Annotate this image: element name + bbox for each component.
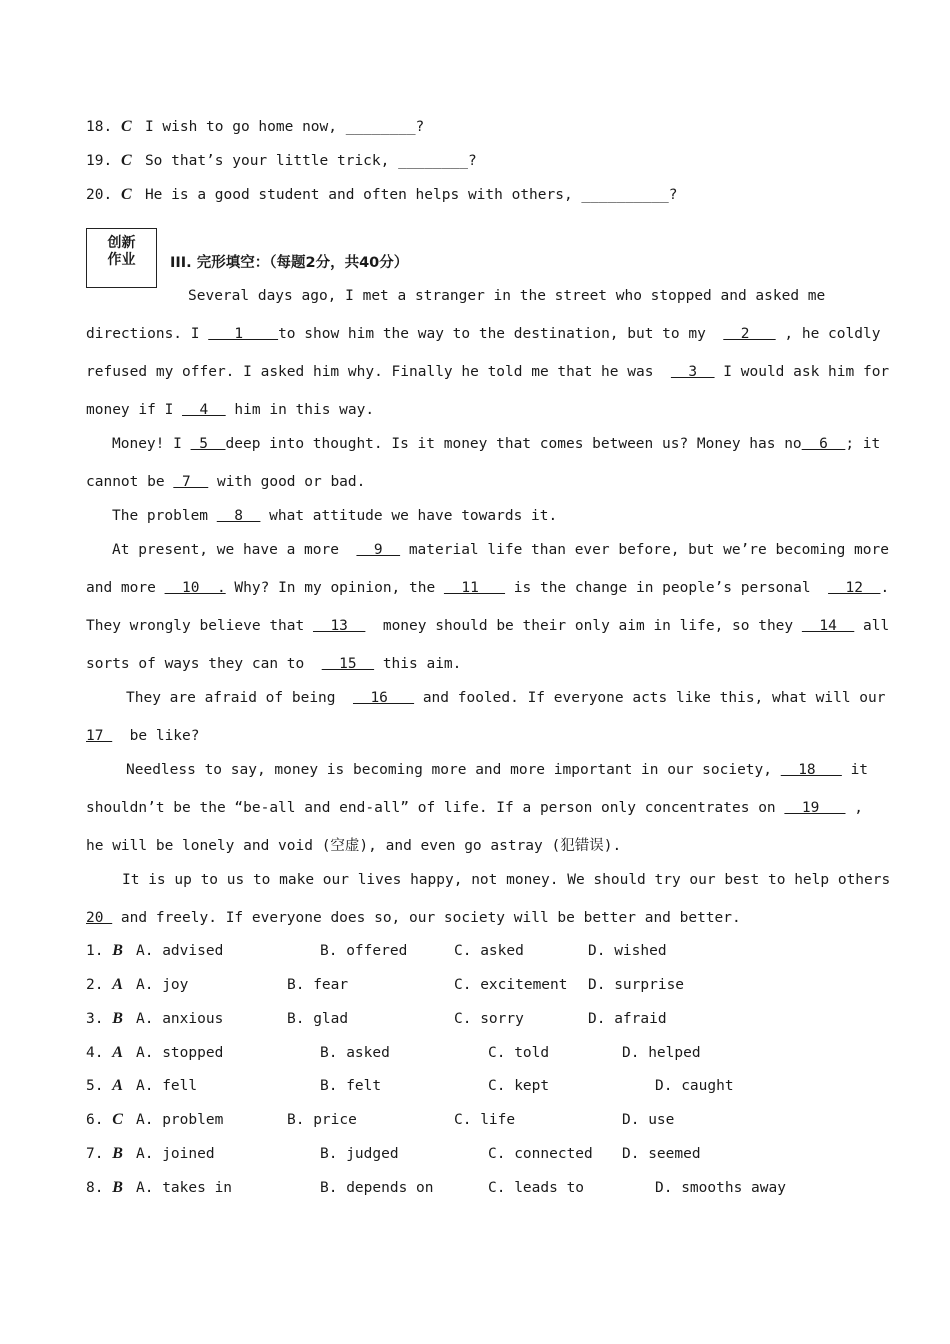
answer-mark: C <box>120 152 132 169</box>
option-b: B. price <box>287 1112 357 1128</box>
option-d: D. surprise <box>588 977 685 993</box>
passage-line: he will be lonely and void (空虚), and even go astray (犯错误). <box>86 838 622 854</box>
option-row: 6. C <box>86 1110 136 1130</box>
option-d: D. caught <box>655 1078 734 1094</box>
option-d: D. use <box>622 1112 675 1128</box>
option-d: D. afraid <box>588 1011 667 1027</box>
option-b: B. offered <box>320 943 408 959</box>
option-a: A. advised <box>136 943 224 959</box>
question-19: 19. C So that’s your little trick, ________? <box>86 152 477 169</box>
passage-line: directions. I 1 to show him the way to the destination, but to my 2 , he coldly <box>86 326 881 342</box>
answer-mark: B <box>112 942 123 959</box>
passage-line: They wrongly believe that 13 money should be their only aim in life, so they 14 all <box>86 618 890 634</box>
option-row: 2. A <box>86 975 136 995</box>
option-a: A. fell <box>136 1078 198 1094</box>
option-d: D. seemed <box>622 1146 701 1162</box>
option-a: A. joy <box>136 977 189 993</box>
blank-17: 17 <box>86 728 113 744</box>
passage-line: shouldn’t be the “be-all and end-all” of life. If a person only concentrates on 19 , <box>86 800 863 816</box>
passage-line: 20 and freely. If everyone does so, our society will be better and better. <box>86 910 741 926</box>
section-title: III. 完形填空：（每题2分，共40分） <box>170 255 409 271</box>
question-18: 18. C I wish to go home now, ________? <box>86 118 425 135</box>
answer-mark: A <box>112 1044 123 1061</box>
blank-3: 3 <box>670 364 715 380</box>
blank-18: 18 <box>780 762 842 778</box>
blank-10: 10 . <box>164 580 226 596</box>
option-row: 3. B <box>86 1009 136 1029</box>
passage-line: They are afraid of being 16 and fooled. If everyone acts like this, what will our <box>126 690 886 706</box>
option-c: C. kept <box>488 1078 550 1094</box>
blank-7: 7 <box>173 474 209 490</box>
option-row: 7. B <box>86 1144 136 1164</box>
option-a: A. anxious <box>136 1011 224 1027</box>
answer-mark: C <box>112 1111 123 1128</box>
option-c: C. told <box>488 1045 550 1061</box>
blank-5: 5 <box>190 436 226 452</box>
option-d: D. helped <box>622 1045 701 1061</box>
passage-line: cannot be 7 with good or bad. <box>86 474 366 490</box>
option-b: B. fear <box>287 977 349 993</box>
blank-2: 2 <box>723 326 776 342</box>
passage-line: Several days ago, I met a stranger in the street who stopped and asked me <box>188 288 826 304</box>
passage-line: The problem 8 what attitude we have towards it. <box>112 508 558 524</box>
option-c: C. leads to <box>488 1180 585 1196</box>
passage-line: sorts of ways they can to 15 this aim. <box>86 656 462 672</box>
homework-box: 创新 作业 <box>86 228 157 288</box>
option-a: A. joined <box>136 1146 215 1162</box>
blank-13: 13 <box>312 618 366 634</box>
option-c: C. asked <box>454 943 524 959</box>
blank-20: 20 <box>86 910 113 926</box>
option-c: C. connected <box>488 1146 593 1162</box>
answer-mark: A <box>112 976 123 993</box>
answer-mark: C <box>120 118 132 135</box>
blank-12: 12 <box>828 580 881 596</box>
option-b: B. judged <box>320 1146 399 1162</box>
option-c: C. excitement <box>454 977 568 993</box>
answer-mark: B <box>112 1145 123 1162</box>
option-a: A. stopped <box>136 1045 224 1061</box>
option-c: C. life <box>454 1112 516 1128</box>
passage-line: and more 10 . Why? In my opinion, the 11 is the change in people’s personal 12 . <box>86 580 890 596</box>
blank-16: 16 <box>352 690 415 706</box>
blank-8: 8 <box>216 508 261 524</box>
answer-mark: A <box>112 1077 123 1094</box>
blank-4: 4 <box>182 402 226 418</box>
answer-mark: C <box>120 186 132 203</box>
blank-11: 11 <box>443 580 506 596</box>
option-row: 4. A <box>86 1043 136 1063</box>
passage-line: refused my offer. I asked him why. Finally he told me that he was 3 I would ask him for <box>86 364 890 380</box>
passage-line: At present, we have a more 9 material life than ever before, but we’re becoming more <box>112 542 889 558</box>
passage-line: It is up to us to make our lives happy, not money. We should try our best to help others <box>122 872 891 888</box>
blank-14: 14 <box>801 618 855 634</box>
answer-mark: B <box>112 1179 123 1196</box>
blank-19: 19 <box>784 800 846 816</box>
option-b: B. glad <box>287 1011 349 1027</box>
option-b: B. asked <box>320 1045 390 1061</box>
passage-line: Needless to say, money is becoming more and more important in our society, 18 it <box>126 762 869 778</box>
blank-9: 9 <box>356 542 401 558</box>
passage-line: Money! I 5 deep into thought. Is it money that comes between us? Money has no 6 ; it <box>112 436 881 452</box>
option-c: C. sorry <box>454 1011 524 1027</box>
passage-line: 17 be like? <box>86 728 200 744</box>
option-row: 8. B <box>86 1178 136 1198</box>
option-a: A. takes in <box>136 1180 233 1196</box>
blank-1: 1 <box>208 326 279 342</box>
option-a: A. problem <box>136 1112 224 1128</box>
blank-6: 6 <box>801 436 846 452</box>
option-b: B. felt <box>320 1078 382 1094</box>
passage-line: money if I 4 him in this way. <box>86 402 375 418</box>
option-row: 1. B <box>86 941 136 961</box>
option-b: B. depends on <box>320 1180 434 1196</box>
option-row: 5. A <box>86 1076 136 1096</box>
answer-mark: B <box>112 1010 123 1027</box>
question-20: 20. C He is a good student and often helps with others, __________? <box>86 186 678 203</box>
blank-15: 15 <box>321 656 375 672</box>
option-d: D. smooths away <box>655 1180 786 1196</box>
option-d: D. wished <box>588 943 667 959</box>
